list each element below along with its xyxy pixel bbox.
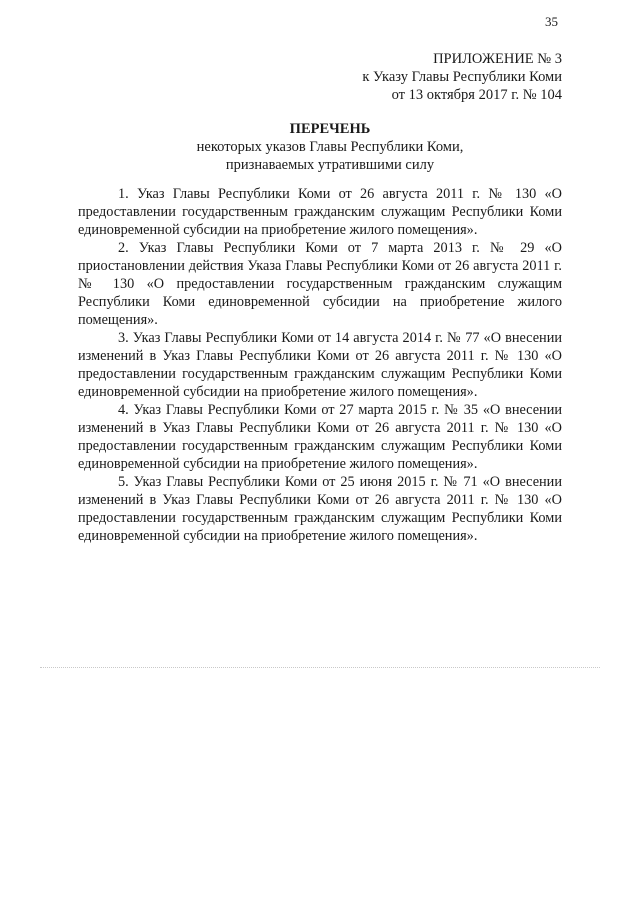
document-subtitle-line2: признаваемых утратившими силу — [225, 157, 435, 173]
appendix-header — [362, 50, 562, 104]
decree-list — [78, 185, 562, 545]
page-number: 35 — [545, 14, 558, 29]
appendix-label: ПРИЛОЖЕНИЕ № 3 — [433, 51, 562, 67]
decree-list-item: 1. Указ Главы Республики Коми от 26 августа 2011 г. № 130 «О предоставлении государственным гражданским служащим Республики Коми единовременной субсидии на приобретение жилого помещения». — [78, 186, 562, 238]
document-heading — [0, 120, 640, 174]
decree-list-item: 5. Указ Главы Республики Коми от 25 июня 2015 г. № 71 «О внесении изменений в Указ Главы Республики Коми от 26 августа 2011 г. № 130 «О предоставлении государственным гражданским служащим Республики Коми единовременной субсидии на приобретение жилого помещения». — [78, 474, 562, 544]
appendix-decree-date: от 13 октября 2017 г. № 104 — [391, 87, 562, 103]
scan-artifact-line — [40, 667, 600, 668]
document-subtitle-line1: некоторых указов Главы Республики Коми, — [196, 139, 464, 155]
appendix-decree-ref: к Указу Главы Республики Коми — [362, 69, 562, 85]
decree-list-item: 4. Указ Главы Республики Коми от 27 марта 2015 г. № 35 «О внесении изменений в Указ Главы Республики Коми от 26 августа 2011 г. № 130 «О предоставлении государственным гражданским служащим Республики Коми единовременной субсидии на приобретение жилого помещения». — [78, 402, 562, 472]
document-title: ПЕРЕЧЕНЬ — [289, 121, 371, 137]
decree-list-item: 3. Указ Главы Республики Коми от 14 августа 2014 г. № 77 «О внесении изменений в Указ Главы Республики Коми от 26 августа 2011 г. № 130 «О предоставлении государственным гражданским служащим Республики Коми единовременной субсидии на приобретение жилого помещения». — [78, 330, 562, 400]
decree-list-item: 2. Указ Главы Республики Коми от 7 марта 2013 г. № 29 «О приостановлении действия Указа Главы Республики Коми от 26 августа 2011 г. № 130 «О предоставлении государственным гражданским служащим Республики Коми единовременной субсидии на приобретение жилого помещения». — [78, 240, 562, 328]
